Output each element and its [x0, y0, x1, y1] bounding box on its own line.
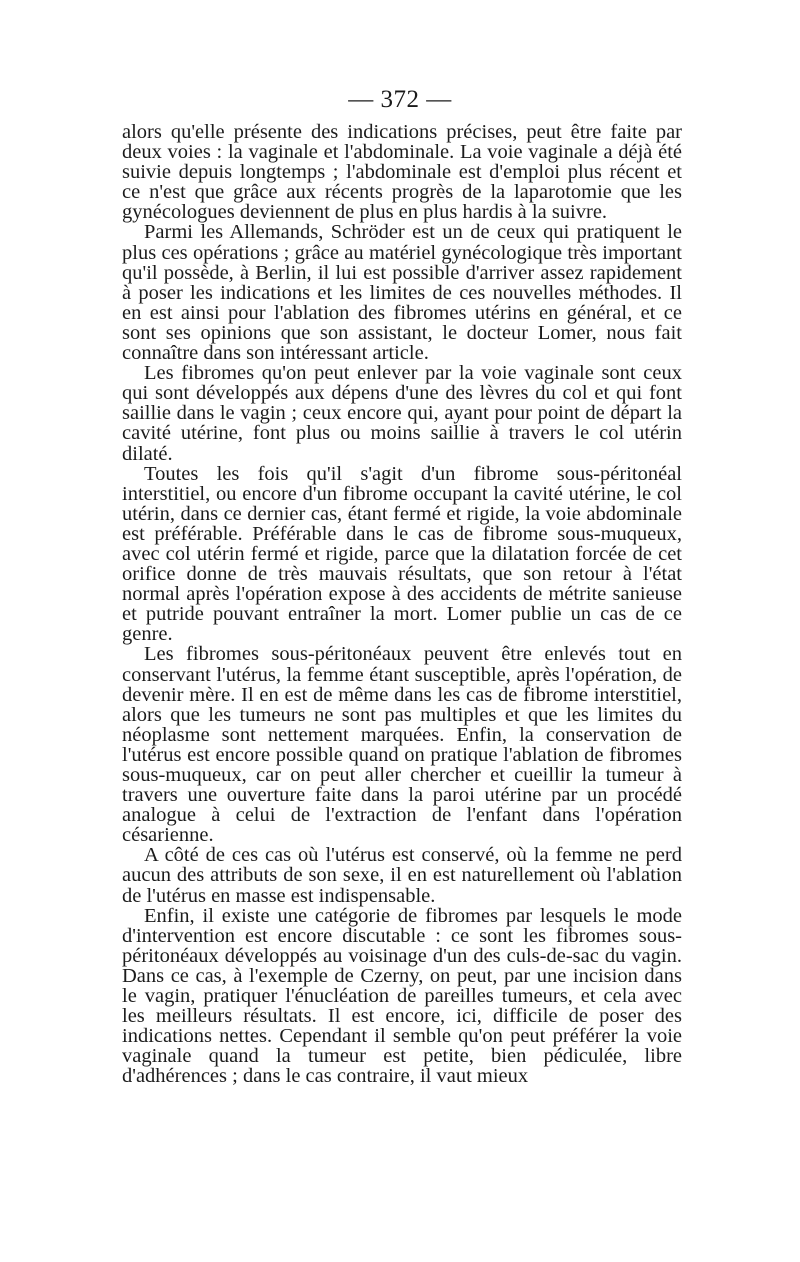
paragraph: A côté de ces cas où l'utérus est conservé, où la femme ne perd aucun des attributs de son sexe, il en est naturellement où l'ablation de l'utérus en masse est indispensable. [122, 844, 682, 907]
paragraph: Les fibromes sous-péritonéaux peuvent être enlevés tout en conservant l'utérus, la femme étant susceptible, après l'opération, de devenir mère. Il en est de même dans les cas de fibrome interstitiel, alors que les tumeurs ne sont pas multiples et que les limites du néoplasme sont nettement marquées. Enfin, la conservation de l'utérus est encore possible quand on pratique l'ablation de fibromes sous-muqueux, car on peut aller chercher et cueillir la tumeur à travers une ouverture faite dans la paroi utérine par un procédé analogue à celui de l'extraction de l'enfant dans l'opération césarienne. [122, 643, 682, 847]
page-number: — 372 — [348, 86, 452, 113]
paragraph: Parmi les Allemands, Schröder est un de ceux qui pratiquent le plus ces opérations ; grâce au matériel gynécologique très important qu'il possède, à Berlin, il lui est possible d'arriver assez rapidement à poser les indications et les limites de ces nouvelles méthodes. Il en est ainsi pour l'ablation des fibromes utérins en général, et ce sont ses opinions que son assistant, le docteur Lomer, nous fait connaître dans son intéressant article. [122, 221, 682, 365]
paragraph: Les fibromes qu'on peut enlever par la voie vaginale sont ceux qui sont développés aux dépens d'une des lèvres du col et qui font saillie dans le vagin ; ceux encore qui, ayant pour point de départ la cavité utérine, font plus ou moins saillie à travers le col utérin dilaté. [122, 362, 682, 465]
paragraph: Enfin, il existe une catégorie de fibromes par lesquels le mode d'intervention est encore discutable : ce sont les fibromes sous-péritonéaux développés au voisinage d'un des culs-de-sac du vagin. Dans ce cas, à l'exemple de Czerny, on peut, par une incision dans le vagin, pratiquer l'énucléation de pareilles tumeurs, et cela avec les meilleurs résultats. Il est encore, ici, difficile de poser des indications nettes. Cependant il semble qu'on peut préférer la voie vaginale quand la tumeur est petite, bien pédiculée, libre d'adhérences ; dans le cas contraire, il vaut mieux [122, 904, 682, 1088]
paragraph: alors qu'elle présente des indications précises, peut être faite par deux voies : la vaginale et l'abdominale. La voie vaginale a déjà été suivie depuis longtemps ; l'abdominale est d'emploi plus récent et ce n'est que grâce aux récents progrès de la laparotomie que les gynécologues deviennent de plus en plus hardis à la suivre. [122, 121, 682, 224]
paragraph: Toutes les fois qu'il s'agit d'un fibrome sous-péritonéal interstitiel, ou encore d'un fibrome occupant la cavité utérine, le col utérin, dans ce dernier cas, étant fermé et rigide, la voie abdominale est préférable. Préférable dans le cas de fibrome sous-muqueux, avec col utérin fermé et rigide, parce que la dilatation forcée de cet orifice donne de très mauvais résultats, que son retour à l'état normal après l'opération expose à des accidents de métrite sanieuse et putride pouvant entraîner la mort. Lomer publie un cas de ce genre. [122, 462, 682, 646]
body-text [122, 122, 682, 1087]
